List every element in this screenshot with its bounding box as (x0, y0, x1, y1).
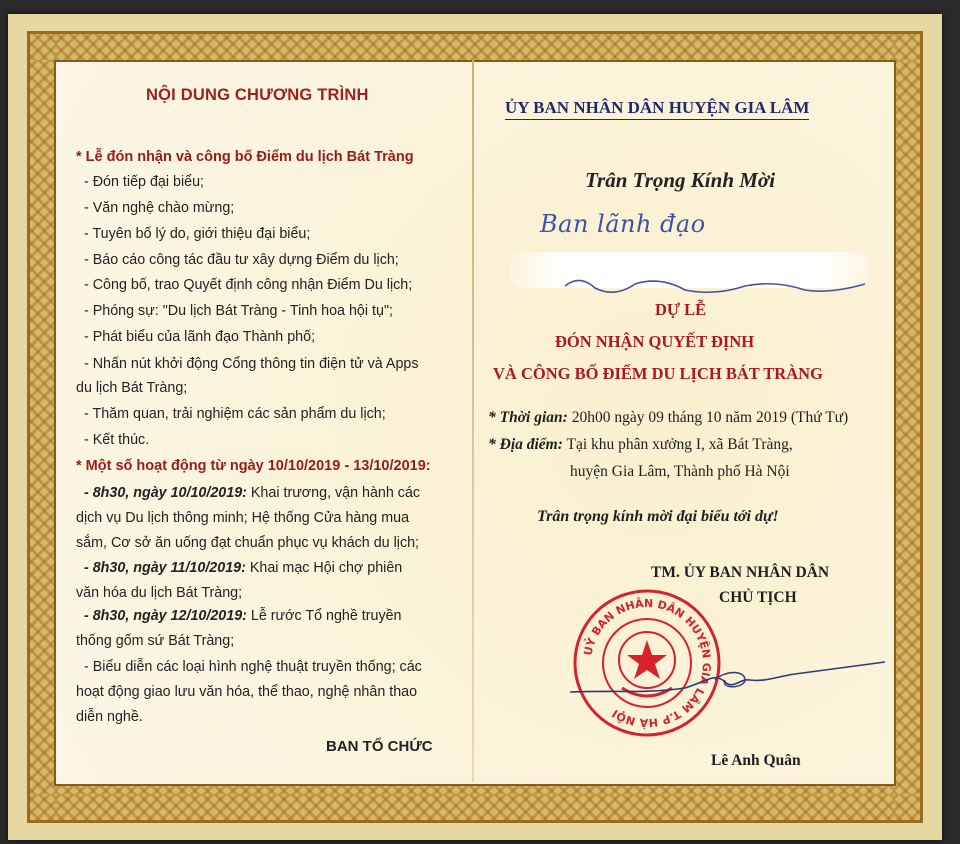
activity-time: - 8h30, ngày 11/10/2019: (84, 560, 246, 576)
event-title-line3: VÀ CÔNG BỐ ĐIỂM DU LỊCH BÁT TRÀNG (493, 364, 823, 383)
program-item: - Báo cáo công tác đầu tư xây dựng Điểm du lịch; (84, 252, 399, 268)
activity-line: diễn nghề. (76, 709, 143, 725)
activity-text: Khai trương, vận hành các (246, 485, 421, 501)
program-item-continued: du lịch Bát Tràng; (76, 380, 188, 396)
center-fold (472, 60, 474, 782)
event-time (488, 409, 848, 427)
program-title: NỘI DUNG CHƯƠNG TRÌNH (146, 86, 369, 104)
handwriting-scribble (560, 276, 880, 298)
activity-line: văn hóa du lịch Bát Tràng; (76, 585, 243, 601)
invitation-heading: Trân Trọng Kính Mời (585, 168, 776, 192)
program-item: - Văn nghệ chào mừng; (84, 200, 235, 216)
signatory-title: TM. ỦY BAN NHÂN DÂN (651, 564, 830, 581)
program-item: - Phóng sự: "Du lịch Bát Tràng - Tinh hoa hội tụ"; (84, 303, 393, 319)
activity-text: Khai mạc Hội chợ phiên (245, 560, 403, 576)
activity-time: - 8h30, ngày 12/10/2019: (84, 608, 247, 624)
program-item: - Kết thúc. (84, 432, 150, 448)
activity-line: sắm, Cơ sở ăn uống đạt chuẩn phục vụ khách du lịch; (76, 535, 420, 551)
signer-name: Lê Anh Quân (711, 752, 801, 769)
time-value: 20h00 ngày 09 tháng 10 năm 2019 (Thứ Tư) (567, 409, 849, 426)
activity-text: Lễ rước Tổ nghề truyền (246, 608, 402, 624)
program-item: - Nhấn nút khởi động Cổng thông tin điện tử và Apps (84, 356, 419, 372)
activity-item (84, 560, 402, 576)
program-item: - Thăm quan, trải nghiệm các sản phẩm du lịch; (84, 406, 386, 422)
issuer-header: ỦY BAN NHÂN DÂN HUYỆN GIA LÂM (505, 98, 809, 120)
program-item: - Phát biểu của lãnh đạo Thành phố; (84, 329, 316, 345)
activity-item (84, 485, 420, 501)
program-item: - Đón tiếp đại biểu; (84, 174, 205, 190)
place-value: Tại khu phân xưởng I, xã Bát Tràng, (562, 436, 793, 453)
activity-time: - 8h30, ngày 10/10/2019: (84, 485, 247, 501)
event-place-line2: huyện Gia Lâm, Thành phố Hà Nội (570, 463, 790, 480)
activity-line: hoạt động giao lưu văn hóa, thể thao, nghệ nhân thao (76, 684, 418, 700)
activity-line: dịch vụ Du lịch thông minh; Hệ thống Cửa hàng mua (76, 510, 410, 526)
activity-item: - Biểu diễn các loại hình nghệ thuật truyền thống; các (84, 659, 422, 675)
handwritten-recipient: Ban lãnh đạo (540, 210, 706, 238)
svg-text:UỶ BAN NHÂN DÂN HUYỆN GIA LÂM: UỶ BAN NHÂN DÂN HUYỆN GIA LÂM T.P HÀ NỘI (581, 596, 714, 730)
time-label: * Thời gian: (488, 409, 568, 426)
activity-item (84, 608, 402, 624)
handwritten-signature (565, 652, 895, 712)
event-place (488, 436, 793, 454)
program-item: - Công bố, trao Quyết định công nhận Điểm Du lịch; (84, 277, 413, 293)
section-activities-heading: * Một số hoạt động từ ngày 10/10/2019 - 13/10/2019: (76, 458, 431, 474)
activity-line: thống gốm sứ Bát Tràng; (76, 633, 235, 649)
section-ceremony-heading: * Lễ đón nhận và công bố Điểm du lịch Bát Tràng (76, 149, 414, 165)
signatory-position: CHỦ TỊCH (719, 589, 797, 606)
event-title-line1: DỰ LỄ (655, 300, 707, 319)
closing-line: Trân trọng kính mời đại biểu tới dự! (537, 508, 779, 525)
place-label: * Địa điểm: (488, 436, 563, 453)
organizer-signature: BAN TỔ CHỨC (326, 738, 433, 755)
event-title-line2: ĐÓN NHẬN QUYẾT ĐỊNH (555, 332, 755, 351)
program-item: - Tuyên bố lý do, giới thiệu đại biểu; (84, 226, 311, 242)
